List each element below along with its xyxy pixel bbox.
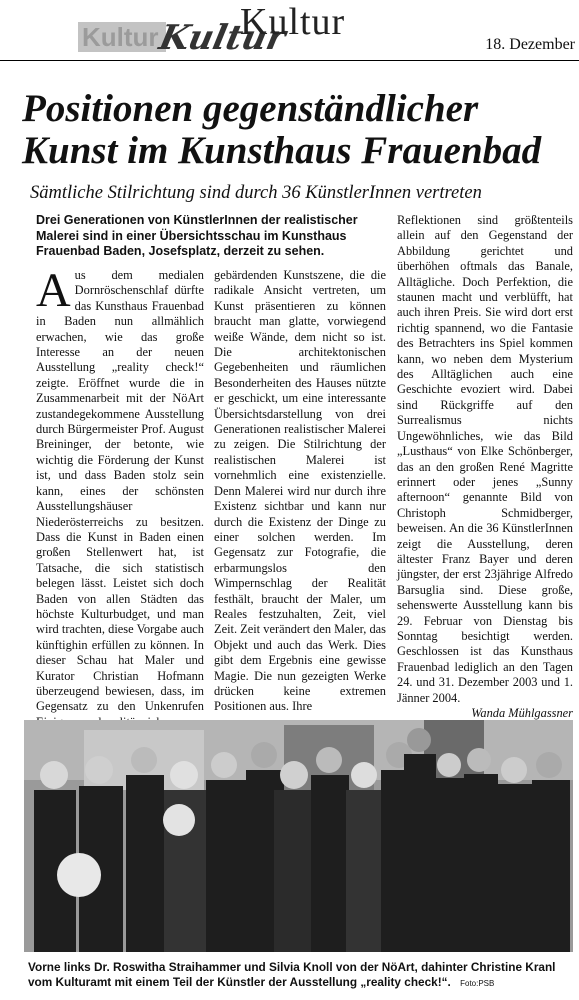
subtitle: Sämtliche Stilrichtung sind durch 36 KünstlerInnen vertreten bbox=[30, 183, 482, 203]
photo-credit: Foto:PSB bbox=[460, 979, 495, 988]
page-header bbox=[0, 0, 579, 62]
header-rule bbox=[0, 60, 579, 61]
author-byline: Wanda Mühlgassner bbox=[471, 706, 573, 720]
issue-date: 18. Dezember bbox=[485, 36, 575, 53]
article-column-3 bbox=[397, 213, 573, 721]
group-photo bbox=[24, 720, 573, 952]
column-1-text: us dem medialen Dornröschenschlaf dürfte das Kunsthaus Frauenbad in Baden nun allmählich erwachen, wie das große Interesse an der neuen Ausstellung „reality check!“ zeigte. Eröffnet wurde die in Zusammenarbeit mit der NöArt zustandegekommene Ausstellung durch Bürgermeister Prof. August Breininger, der betonte, wie wichtig die Förderung der Kunst ist, und dass Baden stolz sein kann, eines der schönsten Ausstellungshäuser Niederösterreichs zu besitzen. Dass die Kunst in Baden einen großen Stellenwert hat, ist Tatsache, die sich statistisch belegen lässt. Leistet sich doch Baden von allen Städten das höchste Kulturbudget, und man wird trachten, diese Vorgabe auch künftighin erfüllen zu können. In dieser Schau hat Maler und Kurator Christian Hofmann überzeugend bewiesen, dass, im Gegensatz zu den Unkenrufen bbox=[36, 268, 204, 714]
drop-cap: A bbox=[36, 264, 71, 317]
photo-caption-text: Vorne links Dr. Roswitha Straihammer und Silvia Knoll von der NöArt, dahinter Christine Kranl vom Kulturamt mit einem Teil der Künstler der Ausstellung „reality check!“. bbox=[28, 960, 556, 989]
photo-caption bbox=[28, 960, 573, 991]
group-photo-illustration bbox=[24, 720, 573, 952]
lead-paragraph: Drei Generationen von KünstlerInnen der realistischer Malerei sind in einer Übersichtsschau im Kunsthaus Frauenbad Baden, Josefsplatz, derzeit zu sehen. bbox=[36, 213, 358, 258]
section-stamp: Kultur bbox=[78, 22, 166, 52]
section-title: Kultur bbox=[240, 1, 346, 43]
headline: Positionen gegenständlicher Kunst im Kunsthaus Frauenbad bbox=[22, 87, 542, 172]
section-logo-script: Kultur bbox=[155, 18, 290, 58]
article-column-2: gebärdenden Kunstszene, die die radikale Ansicht vertreten, um Kunst präsentieren zu können braucht man glatte, vorwiegend weiße Wände, dem nicht so ist. Die architektonischen Gegebenheiten und räumlichen Besonderheiten des Hauses nützte er geschickt, um eine interessante Übersichtsdarstellung von drei Generationen realistischer Malerei zu zeigen. Die Stilrichtung der realistischen Malerei ist vornehmlich eine existenzielle. Denn Malerei wird nur durch ihre Existenz sichtbar und kann nur durch die Existenz der Dinge zu einer solchen werden. Im Gegensatz zur Fotografie, die erbarmungslos den Wimpernschlag der Realität festhält, braucht der Maler, um Reales festzuhalten, Zeit, viel Zeit. Zeit verändert den Maler, das Objekt und auch das Werk. Dies gibt dem Ergebnis eine gewisse Magie. Die nun gezeigten Werke drücken keine extremen Positionen aus. Ihre bbox=[214, 268, 386, 714]
column-3-text: Reflektionen sind größtenteils allein auf den Gegenstand der Abbildung gerichtet und überhöhen oftmals das Banale, Alltägliche. Doch Perfektion, die staunen macht und verblüfft, hat auch ihren Preis. Sie wird dort erst richtig spannend, wo die Fantasie des Betrachters ins Spiel kommen kann, wo neben dem Mysterium des Alltäglichen auch eine Geschichte evoziert wird. Dabei sind Rückgriffe auf den Surrealismus nichts Ungewöhnliches, wie das Bild „Lusthaus“ von Elke Schönberger, das an den großen René Magritte erinnert oder jenes „Sunny afternoon“ genannte Bild von Christoph Schmidberger, beweisen. An die 36 KünstlerInnen zeigt die Ausstellung, deren ältester Franz Bayer und deren jüngster, der erst 23jährige Alfredo Barsuglia sind. Diese große, sehenswerte Ausstellung kann bis 29. Februar von Dienstag bis Sonntag besichtigt werden. Geschlossen ist das Kunsthaus Frauenbad lediglich an den Tagen 24. und 31. Dezember 2003 und 1. Jänner 2004. bbox=[397, 213, 573, 705]
article-column-1 bbox=[36, 264, 204, 730]
